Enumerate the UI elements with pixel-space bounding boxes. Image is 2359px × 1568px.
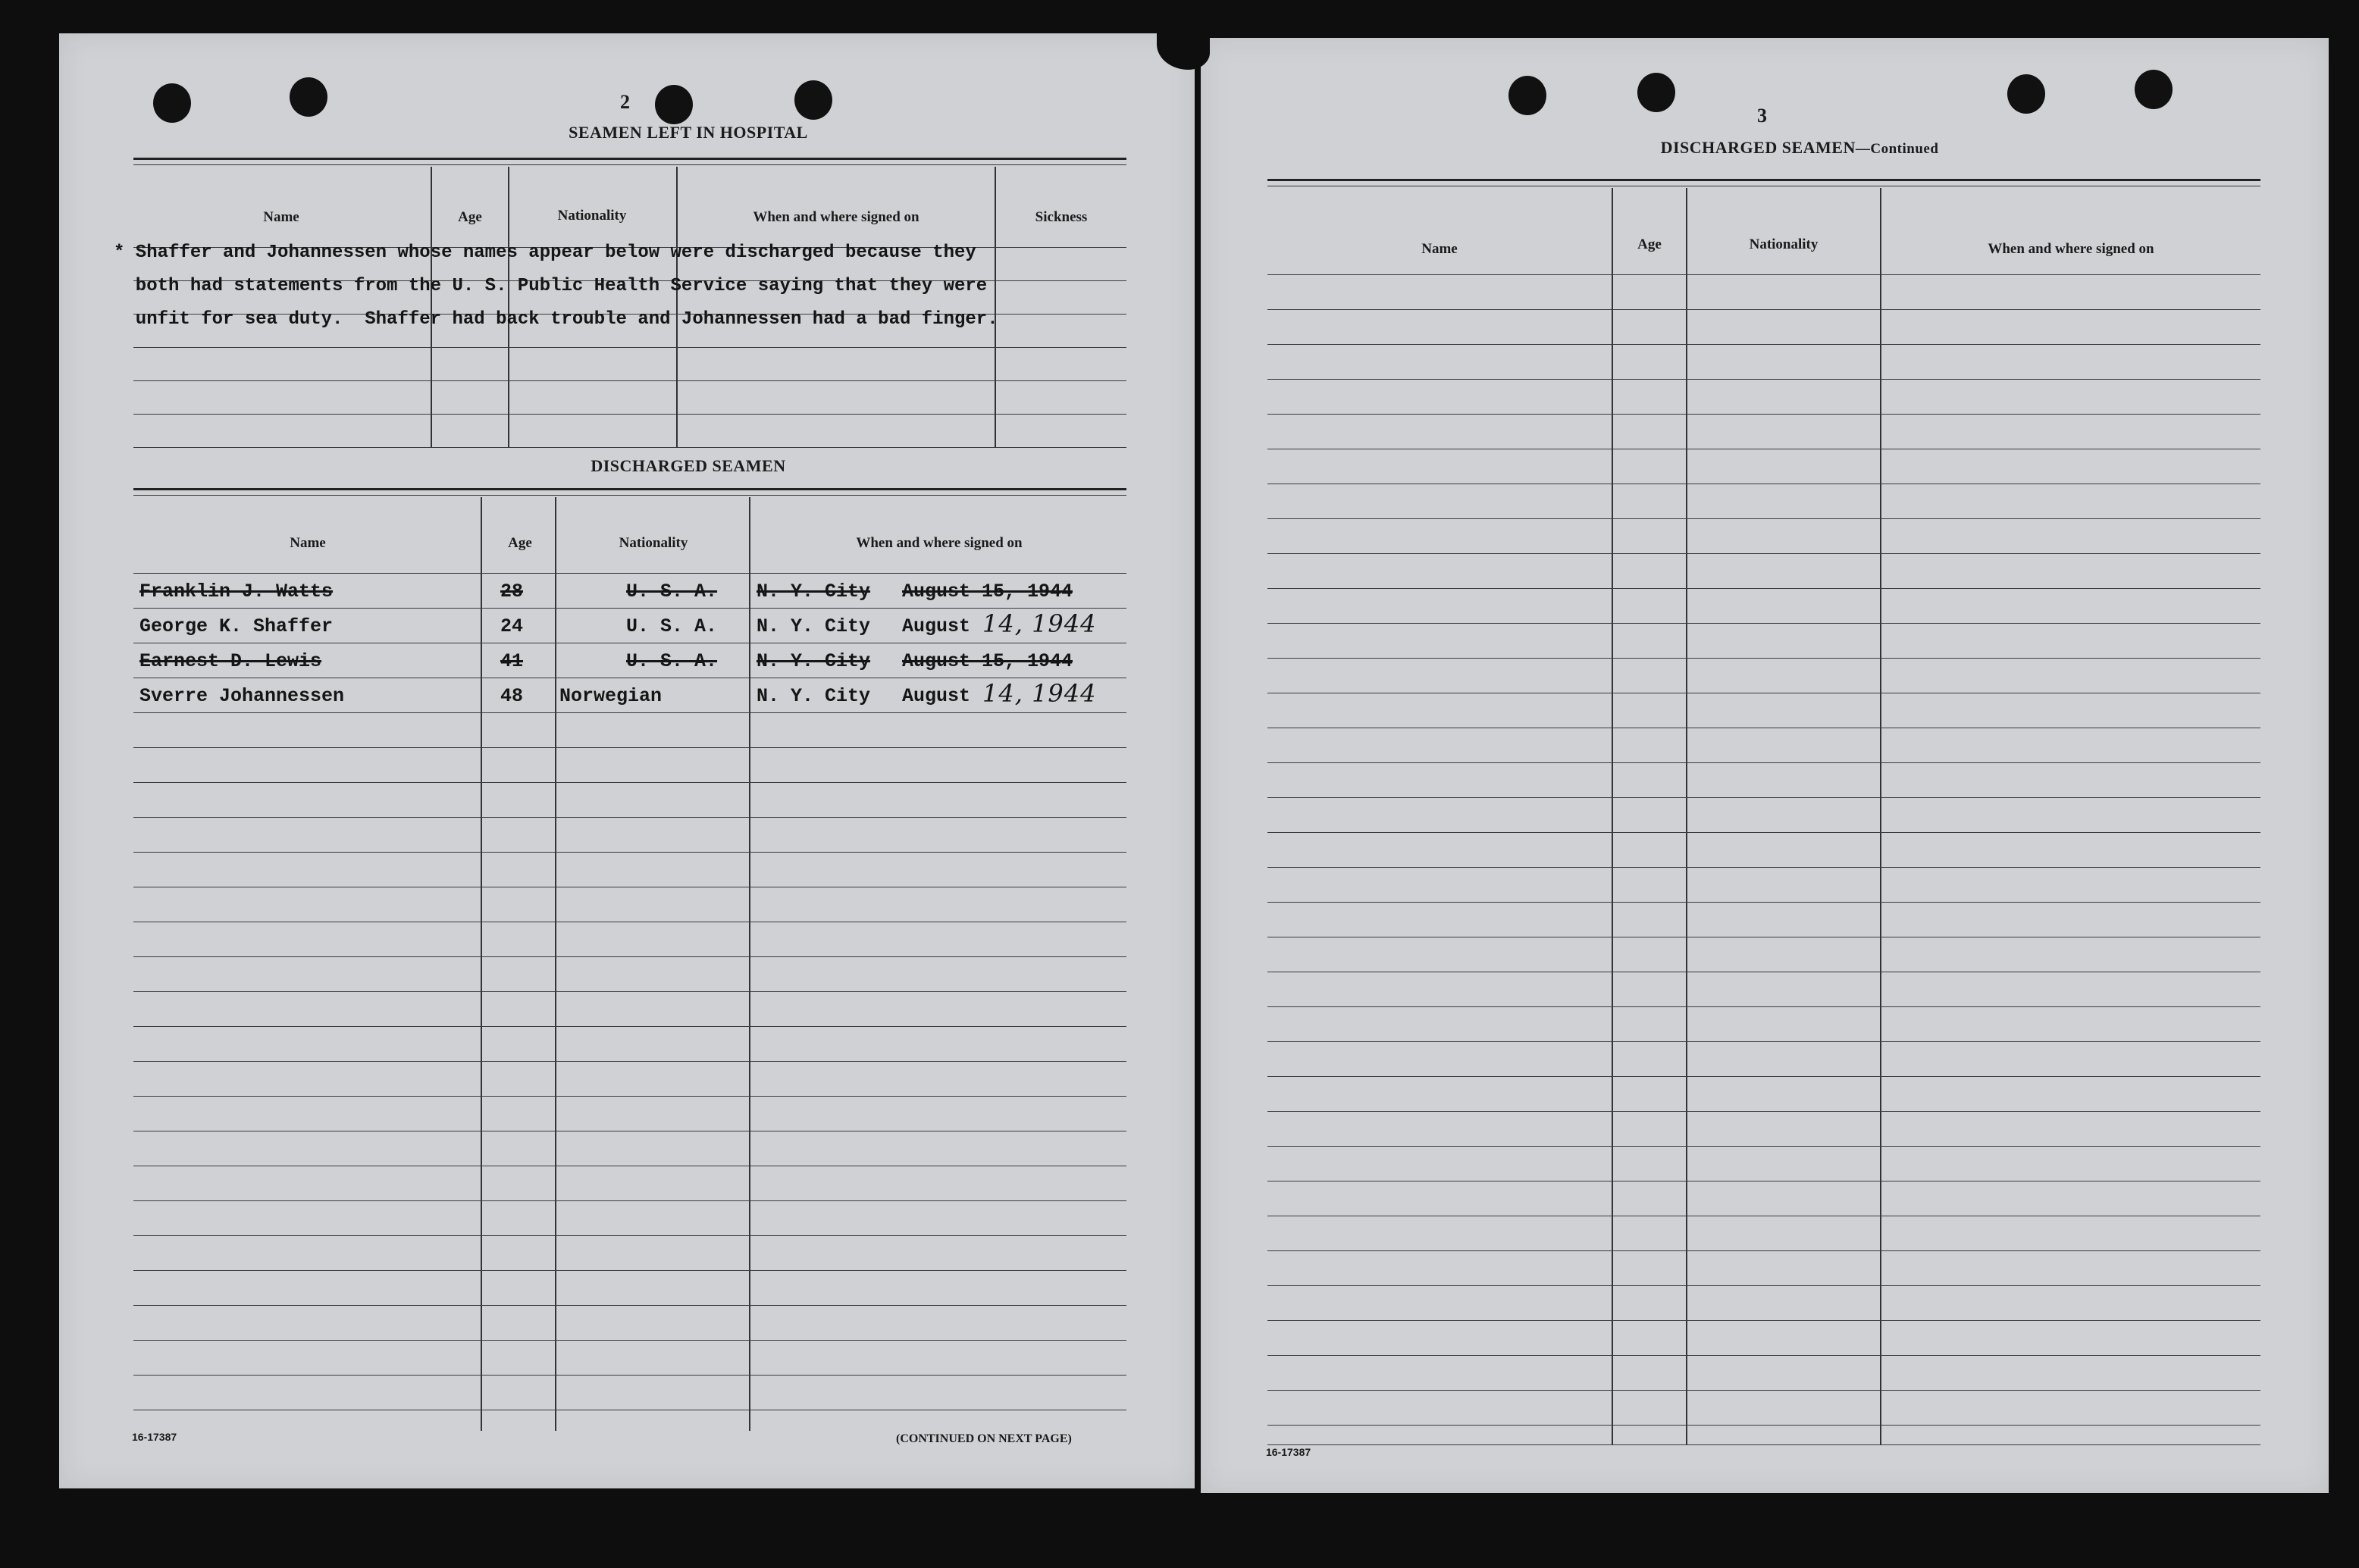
- page-number: 3: [1757, 105, 1767, 127]
- punch-hole: [655, 85, 693, 124]
- seaman-nationality: Norwegian: [559, 685, 663, 707]
- discharged-table: [133, 488, 1126, 1466]
- seaman-name: Sverre Johannessen: [139, 685, 345, 707]
- seaman-place: N. Y. City: [757, 650, 871, 672]
- seaman-date: August: [902, 615, 971, 637]
- seaman-age: 28: [500, 581, 524, 602]
- seaman-name: George K. Shaffer: [139, 615, 334, 637]
- hospital-note: [114, 236, 998, 336]
- note-line: both had statements from the U. S. Public Health Service saying that they were: [114, 276, 988, 296]
- col-head-nationality: Nationality: [619, 535, 688, 551]
- seaman-date: August 15, 1944: [902, 650, 1073, 672]
- punch-hole: [2007, 74, 2045, 114]
- seaman-place: N. Y. City: [757, 581, 871, 602]
- form-number: 16-17387: [1266, 1446, 1311, 1458]
- form-number: 16-17387: [132, 1431, 177, 1443]
- handwritten-date: 14, 1944: [982, 679, 1097, 708]
- col-head-nationality: Nationality: [557, 208, 627, 224]
- col-head-age: Age: [458, 209, 482, 225]
- hospital-heading: SEAMEN LEFT IN HOSPITAL: [569, 123, 808, 142]
- heading-main: DISCHARGED SEAMEN: [1660, 138, 1856, 157]
- discharged-continued-table: [1267, 179, 2260, 1482]
- punch-hole: [794, 80, 832, 120]
- seaman-nationality: U. S. A.: [626, 615, 718, 637]
- continued-note: (CONTINUED ON NEXT PAGE): [896, 1432, 1072, 1445]
- col-head-signed-on: When and where signed on: [856, 535, 1023, 551]
- seaman-place: N. Y. City: [757, 615, 871, 637]
- col-head-name: Name: [290, 535, 326, 551]
- seaman-name: Franklin J. Watts: [139, 581, 334, 602]
- col-head-signed-on: When and where signed on: [753, 209, 919, 225]
- heading-continued: —Continued: [1855, 141, 1939, 157]
- col-head-age: Age: [1637, 236, 1662, 252]
- col-head-name: Name: [1421, 241, 1458, 257]
- seaman-date: August: [902, 685, 971, 707]
- punch-hole: [290, 77, 327, 117]
- col-head-sickness: Sickness: [1035, 209, 1088, 225]
- col-head-age: Age: [508, 535, 532, 551]
- seaman-age: 41: [500, 650, 524, 672]
- seaman-date: August 15, 1944: [902, 581, 1073, 602]
- right-page: [1201, 38, 2329, 1493]
- handwritten-date: 14, 1944: [982, 609, 1097, 638]
- punch-hole: [2135, 70, 2173, 109]
- col-head-signed-on: When and where signed on: [1988, 241, 2154, 257]
- seaman-age: 24: [500, 615, 524, 637]
- left-page: [59, 33, 1195, 1488]
- note-line: * Shaffer and Johannessen whose names appear below were discharged because they: [114, 243, 976, 263]
- col-head-nationality: Nationality: [1749, 236, 1819, 252]
- discharged-continued-heading: [1519, 138, 2080, 158]
- seaman-age: 48: [500, 685, 524, 707]
- seaman-place: N. Y. City: [757, 685, 871, 707]
- page-number: 2: [620, 91, 630, 113]
- seaman-name: Earnest D. Lewis: [139, 650, 322, 672]
- punch-hole: [1637, 73, 1675, 112]
- seaman-nationality: U. S. A.: [626, 581, 718, 602]
- punch-hole: [1508, 76, 1546, 115]
- discharged-heading: DISCHARGED SEAMEN: [591, 456, 786, 475]
- seaman-nationality: U. S. A.: [626, 650, 718, 672]
- note-line: unfit for sea duty. Shaffer had back trouble and Johannessen had a bad finger.: [114, 309, 998, 330]
- col-head-name: Name: [263, 209, 299, 225]
- punch-hole: [153, 83, 191, 123]
